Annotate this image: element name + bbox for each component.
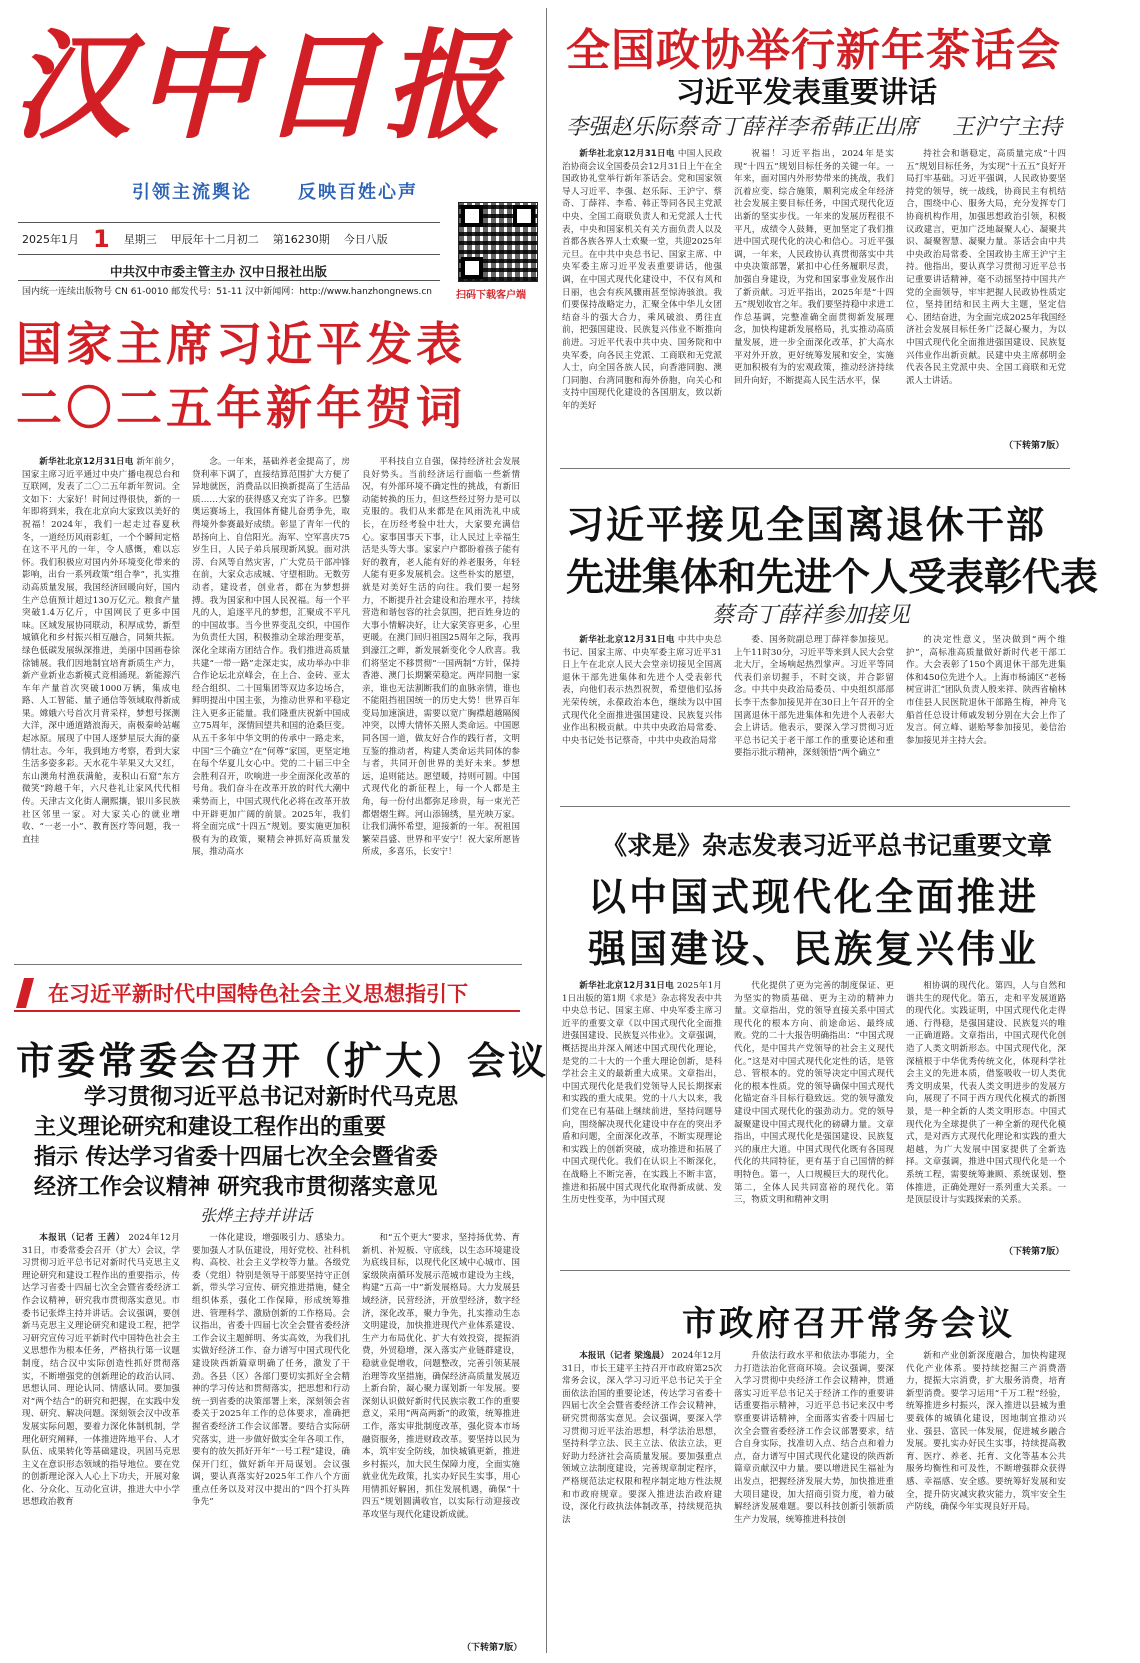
header-rule-bottom	[18, 280, 440, 281]
qr-code-label: 扫码下载客户端	[456, 290, 526, 301]
slogan-left: 引领主流舆论	[132, 182, 252, 203]
veterans-headline-line2: 先进集体和先进个人受表彰代表	[566, 555, 1099, 599]
tea-headline: 全国政协举行新年茶话会	[566, 25, 1061, 76]
greeting-column-1: 新华社北京12月31日电 新年前夕，国家主席习近平通过中央广播电视总台和互联网，发表了二〇二五年新年贺词。全文如下：大家好！时间过得很快，新的一年即将到来，我在北京向大家致以美好的祝福！2024年，我们一起走过春夏秋冬，一道经历风雨彩虹，一个个瞬间定格在这不平凡的一年，令人感慨，难以忘怀。我们积极应对国内外环境变化带来的影响，出台一系列政策“组合拳”，扎实推动高质量发展，我国经济回暖向好，国内生产总值预计超过130万亿元。粮食产量突破1.4万亿斤，中国网民了更多中国味。区域发展协同联动，积厚成势，新型城镇化和乡村振兴相互融合，同频共振。绿色低碳发展纵深推进，美丽中国画卷徐徐铺展。我们因地制宜培育新质生产力，新产业新业态新模式竞相涌现。新能源汽车年产量首次突破1000万辆，集成电路、人工智能、量子通信等领域取得新成果。嫦娥六号首次月背采样，梦想号探测大洋，深中通道踏浪海天，南极秦岭站崛起冰原。展现了中国人逐梦星辰大海的豪情壮志。今年，我到地方考察，看到大家生活多姿多彩。天水花牛苹果又大又红，东山澳角村渔获满舱，麦积山石窟“东方微笑”跨越千年，六尺巷礼让家风代代相传。天津古文化街人潮熙攘，银川多民族社区邻里一家。对大家关心的就业增收、“一老一小”、教育医疗等问题，我一直挂	[22, 457, 180, 845]
qiushi-divider	[560, 1270, 1070, 1271]
committee-column-2: 一体化建设，增强吸引力、感染力。要加强人才队伍建设，用好党校、社科机构、高校、社会主义学校等力量。各级党委（党组）特别是领导干部要坚持守正创新，带头学习宣传、研究推进措施，健全组织体系，强化工作保障，形成统筹推进、管理科学、激励创新的工作格局。会议指出，省委十四届七次全会暨省委经济工作会议主题鲜明、务实高效，为我们扎实做好经济工作、奋力谱写中国式现代化建设陕西新篇章明确了任务，激发了干劲。各县（区）各部门要切实抓好全会精神的学习传达和贯彻落实，把思想和行动统一到省委的决策部署上来，深刻领会省委关于2025年工作的总体要求，准确把握省委经济工作会议部署。要结合实际研究落实，进一步做好做实全年各项工作，要有的放矢抓好开年“一号工程”建设，确保开门红，做好新年开局谋划。会议强调，要认真落实好2025年工作八个方面重点任务以及对汉中提出的“四个打头阵争先”	[192, 1233, 350, 1508]
committee-column-3: 和“五个更大”要求，坚持扬优势、育新机、补短板、守底线，以生态环境建设为底线目标，以现代化区域中心城市、国家级陕南循环发展示范城市建设为主线，构建“五高一中”新发展格局。大力发展县域经济，民营经济，开放型经济，数字经济，深化改革，聚力争先，扎实推动生态文明建设，加快推进现代产业体系建设、生产力布局优化、扩大有效投资，提振消费，外贸稳增，深入落实产业链群建设，稳就业促增收，问题整改，完善引领某展治理等攻坚措施，确保经济高质量发展迈上新台阶，凝心聚力谋划新一年发展。要深刻认识做好新时代民族宗教工作的重要意义，采用“两高两新”的政策，统筹推进工作，落实审批制度改革，强化资本市场融资服务，推进财政改革。要坚持以民为本，筑牢安全防线，加快城镇更新，推进乡村振兴，加大民生保障力度，全面实施就业优先政策，扎实办好民生实事，用心用情抓好解困，抓住发展机遇，确保“十四五”规划圆满收官，以实际行动迎接改革攻坚与现代化建设新成就。	[362, 1233, 520, 1521]
committee-subhead-1: 学习贯彻习近平总书记对新时代马克思	[84, 1084, 459, 1110]
tea-divider	[560, 468, 1070, 469]
veterans-headline-line1: 习近平接见全国离退休干部	[566, 503, 1047, 547]
government-column-3: 新和产业创新深度融合，加快构建现代化产业体系。要持续挖掘三产消费潜力，提振大宗消费，扩大服务消费，培育新型消费。要学习运用“千万工程”经验，统筹推进乡村振兴，深入推进以县城为重要载体的城镇化建设，因地制宜推动兴业、强县、富民一体发展，促进城乡融合发展。要扎实办好民生实事，持续提高教育、医疗、养老、托育、文化等基本公共服务均衡性和可及性，不断增强群众获得感、幸福感、安全感。要统筹好发展和安全，提升防灾减灾救灾能力，筑牢安全生产防线，确保今年实现良好开局。	[906, 1351, 1066, 1513]
veterans-byline: 蔡奇丁薛祥参加接见	[712, 603, 911, 628]
weekday: 星期三	[123, 233, 157, 246]
qiushi-headline-line2: 强国建设、民族复兴伟业	[588, 927, 1040, 971]
qr-code-icon[interactable]	[458, 202, 538, 282]
greeting-headline-line1: 国家主席习近平发表	[16, 317, 466, 371]
committee-continued: （下转第7版）	[462, 1643, 523, 1653]
veterans-divider	[560, 806, 1070, 807]
page-count: 今日八版	[343, 233, 388, 246]
greeting-column-3: 平科技自立自强，保持经济社会发展良好势头。当前经济运行面临一些新情况，有外部环境不确定性的挑战，有新旧动能转换的压力，但这些经过努力是可以克服的。我们从来都是在风雨洗礼中成长，在历经考验中壮大，大家要充满信心。家事国事天下事，让人民过上幸福生活是头等大事。家家户户都盼着孩子能有好的教育，老人能有好的养老服务，年轻人能有更多发展机会。这些朴实的愿望，就是对美好生活的向往。我们要一起努力，不断提升社会建设和治理水平，持续营造和谐包容的社会氛围，把百姓身边的大事小情解决好，让大家笑容更多，心里更暖。在澳门回归祖国25周年之际，我再到濠江之畔，新发展新变化令人欣喜。我们将坚定不移贯彻“一国两制”方针，保持香港、澳门长期繁荣稳定。两岸同胞一家亲，谁也无法割断我们的血脉亲情，谁也不能阻挡祖国统一的历史大势！世界百年变局加速演进，需要以宽广胸襟超越隔阂冲突，以博大情怀关照人类命运。中国愿同各国一道，做友好合作的践行者，文明互鉴的推动者，构建人类命运共同体的参与者，共同开创世界的美好未来。梦想远，追则能达。愿望暖，持则可圆。中国式现代化的新征程上，每一个人都是主角，每一份付出都弥足珍贵，每一束光芒都熠熠生辉。河山添锦绣，星光映万家。让我们满怀希望，迎接新的一年。祝祖国繁荣昌盛、世界和平安宁！祝大家所愿皆所成，多喜乐，长安宁！	[362, 457, 520, 858]
greeting-headline-line2: 二〇二五年新年贺词	[16, 381, 466, 435]
slogan-right: 反映百姓心声	[298, 182, 418, 203]
committee-subhead-2: 主义理论研究和建设工程作出的重要	[34, 1114, 387, 1140]
page-column-divider	[546, 8, 547, 1653]
tea-column-3: 持社会和谐稳定，高质量完成“十四五”规划目标任务，为实现“十五五”良好开局打牢基础。习近平强调，人民政协要坚持党的领导，统一战线，协商民主有机结合，围绕中心、服务大局，充分发挥专门协商机构作用，加强思想政治引领，积极议政建言，更加广泛地凝聚人心、凝聚共识、凝聚智慧、凝聚力量。茶话会由中共中央政治局常委、全国政协主席王沪宁主持。他指出，要认真学习贯彻习近平总书记重要讲话精神，毫不动摇坚持中国共产党的全面领导，牢牢把握人民政协性质定位，坚持团结和民主两大主题，坚定信心、团结奋进，为全面完成2025年我国经济社会发展目标任务广泛凝心聚力，为以中国式现代化全面推进强国建设、民族复兴伟业作出新贡献。民建中央主席郝明金代表各民主党派中央、全国工商联和无党派人士讲话。	[906, 149, 1066, 386]
dateline	[22, 227, 442, 251]
tea-column-2: 祝福！习近平指出，2024年是实现“十四五”规划目标任务的关键一年。一年来，面对国内外形势带来的挑战，我们沉着应变、综合施策，顺利完成全年经济社会发展主要目标任务，中国式现代化迈出新的坚实步伐。一年来的发展历程很不平凡，成绩令人鼓舞，更加坚定了我们推进中国式现代化的决心和信心。习近平强调，一年来，人民政协认真贯彻落实中共中央决策部署，紧扣中心任务履职尽责，加强自身建设，为党和国家事业发展作出了新贡献。习近平指出，2025年是“十四五”规划收官之年。我们要坚持稳中求进工作总基调，完整准确全面贯彻新发展理念，加快构建新发展格局，扎实推动高质量发展，进一步全面深化改革，扩大高水平对外开放，更好统筹发展和安全，实施更加积极有为的宏观政策，推动经济持续回升向好，不断提高人民生活水平，保	[734, 149, 894, 386]
tea-continued: （下转第7版）	[1004, 441, 1065, 451]
issue-number: 第16230期	[272, 233, 330, 246]
greeting-column-2: 念。一年来，基础养老金提高了，房贷利率下调了，直接结算范围扩大方便了异地就医，消费品以旧换新提高了生活品质……大家的获得感又充实了许多。巴黎奥运赛场上，我国体育健儿奋勇争先，取得境外参赛最好成绩。彰显了青年一代的昂扬向上、自信阳光。海军、空军喜庆75岁生日，人民子弟兵展现新风貌。面对洪涝、台风等自然灾害，广大党员干部冲锋在前，大家众志成城、守望相助。无数劳动者，建设者，创业者，都在为梦想拼搏。我为国家和中国人民祝福。每一个平凡的人，追逐平凡的梦想，汇聚成不平凡的中国故事。当今世界变乱交织，中国作为负责任大国，积极推动全球治理变革，深化全球南方团结合作。我们推进高质量共建“一带一路”走深走实，成功举办中非合作论坛北京峰会，在上合、金砖、亚太经合组织、二十国集团等双边多边场合，鲜明提出中国主张，为推动世界和平稳定注入更多正能量。我们隆重庆祝新中国成立75周年，深情回望共和国的沧桑巨变。从五千多年中华文明的传承中一路走来，中国“三个确立”在“何尊”家国，更坚定地在每个华夏儿女心中。党的二十届三中全会胜利召开，吹响进一步全面深化改革的号角。我们奋斗在改革开放的时代大潮中乘势而上，中国式现代化必将在改革开放中开辟更加广阔的前景。2025年，我们将全面完成“十四五”规划。要实施更加积极有为的政策，聚精会神抓好高质量发展，推动高水	[192, 457, 350, 858]
committee-subhead-4: 经济工作会议精神 研究我市贯彻落实意见	[34, 1174, 438, 1200]
greeting-divider	[14, 964, 522, 965]
banner-text: 在习近平新时代中国特色社会主义思想指引下	[48, 982, 468, 1006]
header-rule-top	[18, 222, 440, 223]
committee-column-1: 本报讯（记者 王茜） 2024年12月31日，市委常委会召开（扩大）会议，学习贯彻习近平总书记对新时代马克思主义理论研究和建设工程作出的重要指示，传达学习省委十四届七次全会暨省委经济工作会议精神，研究我市贯彻落实意见。市委书记张烨主持并讲话。会议强调，要创新马克思主义理论研究和建设工程，把学习研究宣传习近平新时代中国特色社会主义思想作为根本任务，严格执行第一议题制度，结合汉中实际创造性抓好贯彻落实，不断增强党的创新理论的政治认同、思想认同、理论认同、情感认同。要加强对“两个结合”的研究和把握，在实践中发现、研究、解决问题。深刻领会汉中改革发展实际问题，要着力深化体制机制，学理化研究阐释，一体推进阵地平台、人才队伍、成果转化等基础建设，巩固马克思主义在意识形态领域的指导地位。要在党的创新理论深入人心上下功夫，开展对象化、分众化、互动化宣讲，推进大中小学思想政治教育	[22, 1233, 180, 1508]
government-headline: 市政府召开常务会议	[682, 1304, 1015, 1344]
lunar-date: 甲辰年十二月初二	[170, 233, 259, 246]
tea-attendees: 李强赵乐际蔡奇丁薛祥李希韩正出席	[566, 115, 919, 140]
government-column-1: 本报讯（记者 梁逸晨） 2024年12月31日，市长王建平主持召开市政府第25次常务会议，深入学习习近平总书记关于全面依法治国的重要论述，传达学习省委十四届七次全会暨省委经济工作会议精神，研究贯彻落实意见。会议强调，要深入学习贯彻习近平法治思想，科学法治思想，坚持科学立法、民主立法、依法立法，更好助力经济社会高质量发展。要加强重点领域立法制度建设，完善规章制定程序，严格规范法定权限和程序制定地方性法规和市政府规章。要深入推进法治政府建设，深化行政执法体制改革，持续规范执法	[562, 1351, 722, 1525]
qiushi-column-1: 新华社北京12月31日电 2025年1月1日出版的第1期《求是》杂志将发表中共中央总书记、国家主席、中央军委主席习近平的重要文章《以中国式现代化全面推进强国建设、民族复兴伟业》。文章强调，概括提出并深入阐述中国式现代化理论，是党的二十大的一个重大理论创新，是科学社会主义的最新重大成果。文章指出，中国式现代化是我们党领导人民长期探索和实践的重大成果。党的十八大以来，我们党在已有基础上继续前进，坚持问题导向，围绕解决现代化建设中存在的突出矛盾和问题，全面深化改革，不断实现理论和实践上的创新突破，成功推进和拓展了中国式现代化。我们在认识上不断深化，在战略上不断完善，在实践上不断丰富，推进和拓展中国式现代化取得新成就、发生历史性变革，为中国式现	[562, 981, 722, 1206]
qiushi-headline-line1: 以中国式现代化全面推进	[588, 875, 1040, 919]
tea-host: 王沪宁主持	[952, 115, 1063, 140]
committee-subhead-3: 指示 传达学习省委十四届七次全会暨省委	[34, 1144, 438, 1170]
veterans-column-3: 的决定性意义，坚决做到“两个维护”，高标准高质量做好新时代老干部工作。大会表彰了150个离退休干部先进集体和450位先进个人。上海市杨浦区“老杨树宣讲汇”团队负责人殷来祥、陕西省榆林市佳县人民医院退休干部路生梅，神舟飞船首任总设计师戚发轫分别在大会上作了发言。何立峰、谌贻琴参加接见，姜信治参加接见并主持大会。	[906, 635, 1066, 746]
thought-banner	[14, 974, 520, 1012]
header-rule-mid	[18, 254, 440, 255]
veterans-column-2: 委、国务院副总理丁薛祥参加接见。上午11时30分，习近平等来到人民大会堂北大厅，全场响起热烈掌声。习近平等同代表们亲切握手，不时交谈，并合影留念。中共中央政治局委员、中央组织部部长李干杰参加接见并在30日上午召开的全国离退休干部先进集体和先进个人表彰大会上讲话。他表示，要深入学习贯彻习近平总书记关于老干部工作的重要论述和重要指示批示精神，深刻领悟“两个确立”	[734, 635, 894, 759]
masthead-logo: 汉中日报	[12, 16, 509, 155]
qiushi-column-3: 相协调的现代化。第四，人与自然和谐共生的现代化。第五，走和平发展道路的现代化。实践证明，中国式现代化走得通、行得稳，是强国建设、民族复兴的唯一正确道路。文章指出，中国式现代化创造了人类文明新形态。中国式现代化，深深植根于中华优秀传统文化，体现科学社会主义的先进本质，借鉴吸收一切人类优秀文明成果，代表人类文明进步的发展方向，展现了不同于西方现代化模式的新图景，是一种全新的人类文明形态。中国式现代化为全球提供了一种全新的现代化模式，是对西方式现代化理论和实践的重大超越，为广大发展中国家提供了全新选择。文章强调，推进中国式现代化是一个系统工程，需要统筹兼顾、系统谋划、整体推进，正确处理好一系列重大关系。一是顶层设计与实践探索的关系。	[906, 981, 1066, 1206]
date: 2025年1月	[22, 233, 79, 246]
sponsor-line: 中共汉中市委主管主办 汉中日报社出版	[110, 264, 327, 279]
day-number: 1	[93, 225, 110, 253]
veterans-column-1: 新华社北京12月31日电 中共中央总书记、国家主席、中央军委主席习近平31日上午在北京人民大会堂亲切接见全国离退休干部先进集体和先进个人受表彰代表，向他们表示热烈祝贺，希望他们弘扬光荣传统，永葆政治本色，继续为以中国式现代化全面推进强国建设、民族复兴伟业作出积极贡献。中共中央政治局常委、中央书记处书记蔡奇，中共中央政治局常	[562, 635, 722, 746]
tea-subhead: 习近平发表重要讲话	[676, 75, 938, 109]
committee-byline: 张烨主持并讲话	[200, 1206, 313, 1225]
banner-accent-bar	[16, 978, 34, 1008]
qiushi-kicker: 《求是》杂志发表习近平总书记重要文章	[602, 831, 1053, 860]
qiushi-column-2: 代化提供了更为完善的制度保证、更为坚实的物质基础、更为主动的精神力量。文章指出，党的领导直接关系中国式现代化的根本方向、前途命运、最终成败。党的二十大报告明确指出：“中国式现代化，是中国共产党领导的社会主义现代化。”这是对中国式现代化定性的话，是管总、管根本的。党的领导决定中国式现代化的根本性质。党的领导确保中国式现代化锚定奋斗目标行稳致远。党的领导激发建设中国式现代化的强劲动力。党的领导凝聚建设中国式现代化的磅礴力量。文章指出，中国式现代化是强国建设、民族复兴的康庄大道。中国式现代化既有各国现代化的共同特征，更有基于自己国情的鲜明特色。第一，人口规模巨大的现代化。第二，全体人民共同富裕的现代化。第三，物质文明和精神文明	[734, 981, 894, 1206]
publication-info: 国内统一连续出版物号 CN 61-0010 邮发代号：51-11 汉中新闻网：http://www.hanzhongnews.cn	[22, 287, 432, 297]
qiushi-continued: （下转第7版）	[1004, 1247, 1065, 1257]
committee-headline: 市委常委会召开（扩大）会议	[16, 1039, 550, 1083]
government-column-2: 升依法行政水平和依法办事能力，全力打造法治化营商环境。会议强调，要深入学习贯彻中央经济工作会议精神，贯通落实习近平总书记关于经济工作的重要讲话重要指示精神，习近平总书记来汉中考察重要讲话精神，全面落实省委十四届七次全会暨省委经济工作会议部署要求，结合自身实际，找准切入点、结合点和着力点，奋力谱写中国式现代化建设的陕西新篇章贡献汉中力量。要以增进民生福祉为出发点，把握经济发展大势，加快推进重大项目建设，加大招商引资力度，着力破解经济发展难题。要以科技创新引领新质生产力发展，统筹推进科技创	[734, 1351, 894, 1525]
tea-column-1: 新华社北京12月31日电 中国人民政治协商会议全国委员会12月31日上午在全国政协礼堂举行新年茶话会。党和国家领导人习近平、李强、赵乐际、王沪宁、蔡奇、丁薛祥、李希、韩正等同各民主党派中央、全国工商联负责人和无党派人士代表，中央和国家机关有关方面负责人以及首都各族各界人士欢聚一堂，共迎2025年元旦。在中共中央总书记、国家主席、中央军委主席习近平发表重要讲话，他强调，在中国式现代化建设中，不仅有风和日丽，也会有疾风骤雨甚至惊涛骇浪。我们要保持战略定力，汇聚全体中华儿女团结奋斗的强大合力，乘风破浪、勇往直前，把强国建设、民族复兴伟业不断推向前进。习近平代表中共中央、国务院和中央军委，向各民主党派、工商联和无党派人士，向全国各族人民，向香港同胞、澳门同胞、台湾同胞和海外侨胞，向关心和支持中国现代化建设的各国朋友，致以新年的美好	[562, 149, 722, 411]
